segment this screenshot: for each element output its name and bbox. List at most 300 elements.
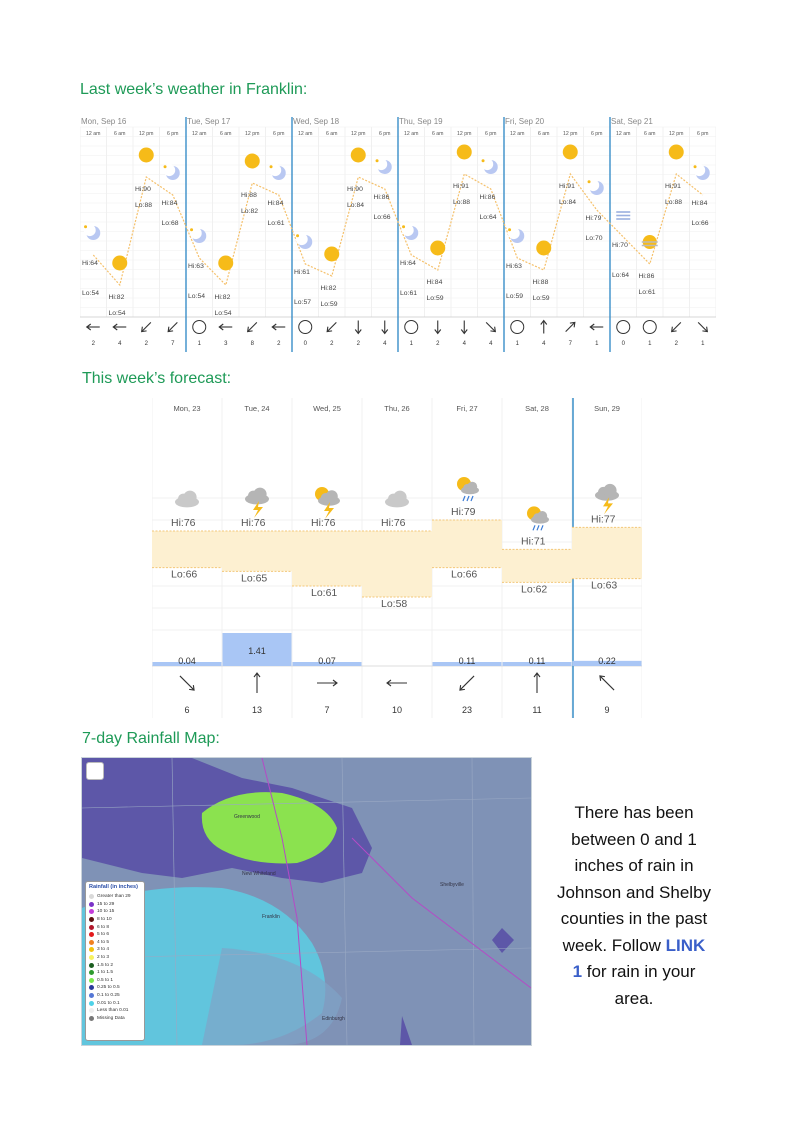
wind-speed: 1 (197, 341, 201, 347)
legend-swatch (89, 993, 94, 998)
low-temp-label: Lo:64 (612, 272, 630, 279)
hour-label: 12 am (192, 131, 207, 137)
moon-icon (587, 179, 603, 195)
wind-arrow-shaft (600, 676, 614, 690)
wind-speed: 13 (251, 705, 263, 715)
forecast-day-label: Sun, 29 (594, 404, 620, 413)
low-temp-label: Lo:68 (161, 220, 179, 227)
legend-swatch (89, 955, 94, 960)
fog-icon (616, 212, 630, 219)
legend-swatch (89, 902, 94, 907)
wind-speed: 11 (532, 705, 542, 715)
cloudy-icon (385, 491, 409, 508)
forecast-chart (152, 398, 642, 718)
hour-label: 12 am (404, 131, 419, 137)
wind-arrow-icon (541, 321, 547, 334)
legend-title: Rainfall (in inches) (89, 884, 138, 890)
calm-wind-icon (617, 321, 630, 334)
sun-icon (430, 241, 445, 256)
sun-icon (669, 145, 684, 160)
hour-label: 12 pm (351, 131, 366, 137)
wind-arrow-icon (87, 324, 100, 330)
low-temp-label: Lo:88 (135, 202, 153, 209)
hour-label: 6 pm (378, 131, 391, 137)
hour-label: 6 am (113, 131, 126, 137)
legend-item (89, 977, 141, 985)
wind-speed: 1 (701, 341, 705, 347)
star-icon (694, 165, 697, 168)
place-label: Greenwood (234, 814, 260, 820)
temperature-band (502, 549, 572, 582)
temperature-band (572, 527, 642, 578)
wind-arrow-icon (272, 324, 285, 330)
temperature-band (152, 531, 222, 568)
temperature-band (362, 531, 432, 597)
wind-arrow-icon (598, 674, 616, 692)
wind-speed: 10 (391, 705, 403, 715)
temp-label: Hi:79 (585, 215, 602, 222)
wind-arrow-shaft (327, 322, 336, 331)
legend-label: Greater than 29 (97, 894, 131, 900)
low-temp-label: Lo:58 (381, 598, 408, 610)
legend-swatch (89, 1008, 94, 1013)
legend-item (89, 901, 141, 909)
legend-item (89, 908, 141, 916)
wind-speed: 1 (648, 341, 652, 347)
wind-arrow-shaft (672, 322, 681, 331)
wind-arrow-icon (246, 320, 259, 333)
wind-arrow-icon (387, 680, 407, 686)
moon-icon (375, 158, 391, 174)
temp-label: Hi:64 (82, 260, 98, 267)
star-icon (588, 180, 591, 183)
hour-label: 6 am (219, 131, 232, 137)
hazy-sun-icon (642, 235, 658, 249)
last-week-heading: Last week’s weather in Franklin: (80, 81, 308, 98)
wind-speed: 2 (91, 341, 95, 347)
high-temp-label: Hi:71 (521, 535, 546, 548)
hour-label: 12 am (298, 131, 313, 137)
low-temp-label: Lo:88 (453, 199, 471, 206)
temp-label: Hi:63 (506, 263, 522, 270)
rainfall-note-tail: for rain in your area. (582, 962, 696, 1008)
legend-item (89, 961, 141, 969)
legend-swatch (89, 932, 94, 937)
legend-label: 0.01 to 0.1 (97, 1000, 120, 1006)
legend-swatch (89, 947, 94, 952)
legend-swatch (89, 978, 94, 983)
legend-label: 0.25 to 0.5 (97, 985, 120, 991)
high-temp-label: Hi:77 (591, 513, 616, 526)
moon-icon (163, 164, 179, 180)
hour-label: 6 am (537, 131, 550, 137)
wind-arrow-icon (461, 321, 467, 334)
high-temp-label: Hi:76 (241, 517, 266, 529)
forecast-day-label: Sat, 28 (525, 404, 549, 413)
moon-icon (693, 164, 709, 180)
wind-speed: 4 (383, 341, 387, 347)
place-label: Edinburgh (322, 1016, 345, 1022)
hour-label: 6 pm (166, 131, 179, 137)
wind-speed: 1 (515, 341, 519, 347)
layers-button[interactable] (86, 762, 104, 780)
low-temp-label: Lo:59 (532, 295, 550, 302)
legend-swatch (89, 917, 94, 922)
wind-arrow-icon (113, 324, 126, 330)
temp-label: Hi:84 (691, 200, 708, 207)
forecast-heading: This week’s forecast: (82, 370, 232, 387)
moon-icon (84, 224, 100, 240)
legend-swatch (89, 894, 94, 899)
place-label: New Whiteland (242, 871, 276, 877)
temp-label: Hi:82 (214, 294, 231, 301)
temp-label: Hi:88 (241, 192, 257, 199)
wind-speed: 7 (324, 705, 330, 715)
wind-speed: 2 (330, 341, 334, 347)
low-temp-label: Lo:66 (171, 568, 198, 581)
rainfall-map[interactable] (81, 757, 532, 1046)
wind-arrow-shaft (566, 322, 575, 331)
wind-speed: 3 (224, 341, 228, 347)
low-temp-label: Lo:59 (426, 295, 444, 302)
cloudy-icon (175, 491, 199, 508)
calm-wind-icon (405, 321, 418, 334)
day-label: Mon, Sep 16 (81, 117, 127, 126)
legend-swatch (89, 985, 94, 990)
wind-arrow-icon (355, 321, 361, 334)
temperature-band (432, 520, 502, 568)
temp-label: Hi:91 (559, 183, 575, 190)
temp-label: Hi:86 (638, 273, 655, 280)
hour-label: 12 pm (245, 131, 260, 137)
legend-swatch (89, 970, 94, 975)
legend-label: 4 to 5 (97, 939, 110, 945)
wind-arrow-shaft (698, 322, 707, 331)
sun-icon (112, 256, 127, 271)
star-icon (296, 234, 299, 237)
moon-icon (296, 233, 312, 249)
temp-label: Hi:91 (665, 183, 681, 190)
wind-arrow-icon (590, 324, 603, 330)
sun-icon (245, 154, 260, 169)
wind-arrow-icon (166, 320, 179, 333)
forecast-day-label: Thu, 26 (384, 404, 410, 413)
wind-arrow-icon (219, 324, 232, 330)
calm-wind-icon (511, 321, 524, 334)
legend-item (89, 931, 141, 939)
wind-arrow-shaft (248, 322, 257, 331)
wind-arrow-icon (435, 321, 441, 334)
star-icon (376, 159, 379, 162)
temp-label: Hi:70 (612, 242, 628, 249)
hour-label: 6 am (431, 131, 444, 137)
raindrop (471, 496, 473, 501)
low-temp-label: Lo:61 (267, 220, 285, 227)
low-temp-label: Lo:54 (188, 293, 206, 300)
cloud-puff (183, 491, 196, 504)
sun-icon (351, 148, 366, 163)
temperature-band (292, 531, 362, 586)
rainfall-map-heading: 7-day Rainfall Map: (82, 730, 220, 747)
legend-item (89, 893, 141, 901)
legend-swatch (89, 909, 94, 914)
legend-item (89, 1007, 141, 1015)
temp-label: Hi:64 (400, 260, 416, 267)
moon-icon (481, 158, 497, 174)
high-temp-label: Hi:76 (311, 517, 336, 529)
legend-swatch (89, 925, 94, 930)
wind-speed: 2 (144, 341, 148, 347)
wind-speed: 4 (118, 341, 122, 347)
wind-arrow-shaft (168, 322, 177, 331)
legend-item (89, 916, 141, 924)
hour-label: 12 pm (457, 131, 472, 137)
wind-speed: 2 (436, 341, 440, 347)
wind-arrow-icon (564, 320, 577, 333)
temp-label: Hi:82 (320, 285, 337, 292)
legend-label: 2 to 3 (97, 955, 110, 961)
legend-item (89, 1015, 141, 1023)
legend-item (89, 999, 141, 1007)
wind-speed: 0 (621, 341, 625, 347)
low-temp-label: Lo:84 (347, 202, 365, 209)
low-temp-label: Lo:65 (241, 572, 268, 585)
hour-label: 12 am (86, 131, 101, 137)
precip-label: 0.11 (458, 656, 476, 666)
wind-speed: 9 (604, 705, 610, 715)
hour-label: 6 pm (590, 131, 603, 137)
low-temp-label: Lo:61 (638, 289, 656, 296)
wind-speed: 1 (595, 341, 599, 347)
place-label: Franklin (262, 914, 280, 920)
wind-arrow-icon (484, 320, 497, 333)
thunderstorm-icon (595, 484, 619, 514)
raindrop (467, 496, 469, 501)
temp-label: Hi:90 (347, 186, 363, 193)
star-icon (482, 159, 485, 162)
wind-speed: 2 (277, 341, 281, 347)
precip-label: 1.41 (248, 646, 266, 656)
wind-speed: 2 (356, 341, 360, 347)
raindrop (537, 525, 539, 530)
high-temp-label: Hi:76 (381, 517, 406, 529)
wind-arrow-icon (382, 321, 388, 334)
low-temp-label: Lo:64 (479, 214, 497, 221)
wind-speed: 4 (542, 341, 546, 347)
star-icon (402, 225, 405, 228)
star-icon (84, 225, 87, 228)
temp-label: Hi:86 (479, 194, 496, 201)
temp-label: Hi:84 (161, 200, 178, 207)
hour-label: 6 pm (484, 131, 497, 137)
wind-arrow-shaft (180, 676, 194, 690)
wind-arrow-icon (140, 320, 153, 333)
forecast-day-label: Mon, 23 (173, 404, 201, 413)
legend-swatch (89, 963, 94, 968)
legend-item (89, 969, 141, 977)
forecast-day-label: Wed, 25 (313, 404, 341, 413)
temp-label: Hi:61 (294, 269, 310, 276)
temp-label: Hi:82 (108, 294, 125, 301)
low-temp-label: Lo:59 (506, 293, 524, 300)
wind-speed: 0 (303, 341, 307, 347)
hour-label: 12 pm (563, 131, 578, 137)
star-icon (270, 165, 273, 168)
high-temp-label: Hi:76 (171, 517, 196, 529)
low-temp-label: Lo:54 (214, 310, 232, 317)
place-label: Shelbyville (440, 882, 464, 888)
legend-label: 10 to 15 (97, 909, 115, 915)
legend-swatch (89, 1016, 94, 1021)
low-temp-label: Lo:54 (108, 310, 126, 317)
low-temp-label: Lo:61 (400, 290, 418, 297)
low-temp-label: Lo:70 (585, 235, 603, 242)
wind-arrow-shaft (460, 676, 474, 690)
sun-icon (457, 145, 472, 160)
low-temp-label: Lo:54 (82, 290, 100, 297)
hour-label: 6 pm (272, 131, 285, 137)
legend-item (89, 954, 141, 962)
high-temp-label: Hi:79 (451, 506, 476, 518)
last-week-weather-chart (80, 117, 716, 352)
precip-label: 0.22 (598, 656, 616, 666)
cloud-puff (603, 484, 616, 497)
legend-label: Less than 0.01 (97, 1008, 129, 1014)
wind-arrow-icon (458, 674, 476, 692)
legend-item (89, 946, 141, 954)
hour-label: 12 am (510, 131, 525, 137)
legend-item (89, 923, 141, 931)
raindrop (541, 525, 543, 530)
cloud-puff (467, 482, 477, 492)
legend-swatch (89, 940, 94, 945)
low-temp-label: Lo:88 (665, 199, 683, 206)
star-icon (190, 228, 193, 231)
temp-label: Hi:84 (426, 279, 443, 286)
legend-label: Missing Data (97, 1015, 125, 1021)
temp-label: Hi:63 (188, 263, 204, 270)
rainfall-note (556, 800, 712, 1012)
hour-label: 6 pm (696, 131, 709, 137)
hour-label: 12 pm (669, 131, 684, 137)
legend-label: 6 to 8 (97, 924, 110, 930)
temp-label: Hi:86 (373, 194, 390, 201)
hour-label: 6 am (325, 131, 338, 137)
legend-swatch (89, 1001, 94, 1006)
wind-arrow-icon (670, 320, 683, 333)
hour-label: 12 am (616, 131, 631, 137)
sun-icon (324, 247, 339, 262)
temp-label: Hi:90 (135, 186, 151, 193)
low-temp-label: Lo:61 (311, 587, 338, 599)
wind-arrow-icon (317, 680, 337, 686)
wind-speed: 23 (461, 705, 473, 715)
day-label: Thu, Sep 19 (399, 117, 443, 126)
low-temp-label: Lo:63 (591, 579, 618, 592)
sun-icon (218, 256, 233, 271)
legend-label: 8 to 10 (97, 917, 112, 923)
forecast-day-label: Tue, 24 (244, 404, 270, 413)
legend-label: 5 to 6 (97, 932, 110, 938)
low-temp-label: Lo:84 (559, 199, 577, 206)
wind-speed: 4 (462, 341, 466, 347)
temp-label: Hi:84 (267, 200, 284, 207)
raindrop (463, 496, 465, 501)
day-label: Wed, Sep 18 (293, 117, 340, 126)
cloud-puff (253, 488, 266, 501)
wind-speed: 7 (568, 341, 572, 347)
legend-label: 3 to 4 (97, 947, 110, 953)
calm-wind-icon (643, 321, 656, 334)
precip-label: 0.04 (178, 656, 196, 666)
calm-wind-icon (193, 321, 206, 334)
low-temp-label: Lo:82 (241, 208, 259, 215)
low-temp-label: Lo:66 (691, 220, 709, 227)
sun-icon (536, 241, 551, 256)
wind-speed: 2 (674, 341, 678, 347)
cloud-puff (393, 491, 406, 504)
temp-label: Hi:88 (532, 279, 549, 286)
raindrop (533, 525, 535, 530)
rainfall-map-shapes (82, 758, 531, 1045)
low-temp-label: Lo:59 (320, 301, 338, 308)
calm-wind-icon (299, 321, 312, 334)
wind-speed: 4 (489, 341, 493, 347)
star-icon (164, 165, 167, 168)
wind-arrow-icon (254, 673, 260, 693)
thunderstorm-icon (245, 488, 269, 518)
legend-label: 0.5 to 1 (97, 977, 114, 983)
day-label: Fri, Sep 20 (505, 117, 545, 126)
legend-label: 0.1 to 0.25 (97, 993, 120, 999)
wind-arrow-icon (696, 320, 709, 333)
sun-icon (139, 148, 154, 163)
legend-label: 1 to 1.5 (97, 970, 114, 976)
precip-label: 0.07 (318, 656, 336, 666)
precip-label: 0.11 (528, 656, 546, 666)
forecast-day-label: Fri, 27 (456, 404, 478, 413)
rainfall-note-text: There has been between 0 and 1 inches of rain in Johnson and Shelby counties in the past week. Follow (556, 803, 712, 955)
sun-icon (563, 145, 578, 160)
temp-label: Hi:91 (453, 183, 469, 190)
wind-speed: 6 (184, 705, 190, 715)
temperature-band (222, 531, 292, 571)
wind-arrow-icon (325, 320, 338, 333)
legend-item (89, 992, 141, 1000)
wind-arrow-shaft (142, 322, 151, 331)
low-temp-label: Lo:66 (451, 568, 478, 581)
wind-arrow-shaft (486, 322, 495, 331)
wind-speed: 7 (171, 341, 175, 347)
cloud-puff (537, 511, 547, 521)
legend-label: 1.5 to 2 (97, 962, 114, 968)
wind-speed: 1 (409, 341, 413, 347)
wind-arrow-icon (534, 673, 540, 693)
hour-label: 12 pm (139, 131, 154, 137)
low-temp-label: Lo:62 (521, 583, 548, 596)
rainfall-legend (85, 881, 145, 1041)
wind-speed: 8 (250, 341, 254, 347)
legend-item (89, 984, 141, 992)
star-icon (508, 228, 511, 231)
hour-label: 6 am (643, 131, 656, 137)
legend-item (89, 939, 141, 947)
link-1[interactable]: LINK 1 (572, 935, 706, 981)
cloud-puff (326, 490, 338, 502)
legend-label: 15 to 29 (97, 901, 115, 907)
day-label: Sat, Sep 21 (611, 117, 653, 126)
low-temp-label: Lo:66 (373, 214, 391, 221)
